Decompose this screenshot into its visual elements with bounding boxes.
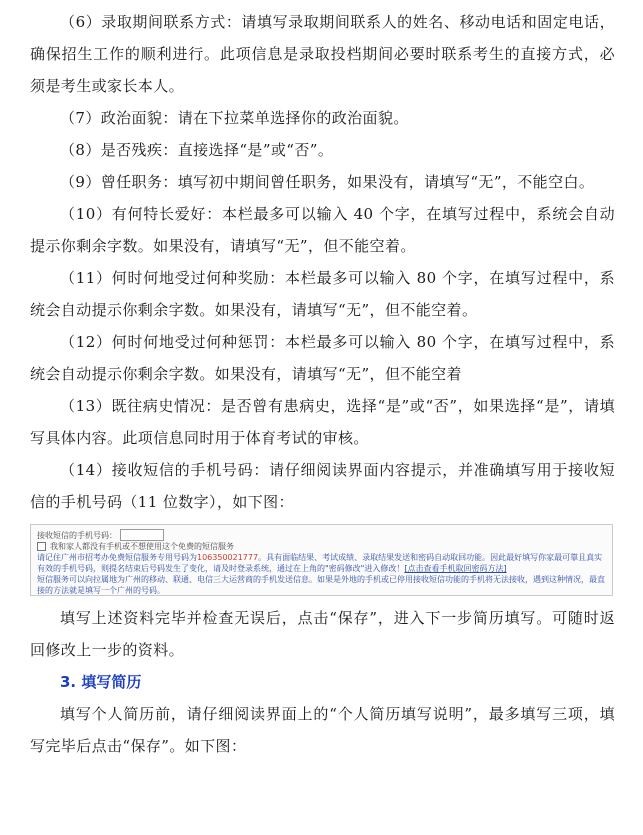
paragraph-medical-history: （13）既往病史情况：是否曾有患病史，选择“是”或“否”，如果选择“是”，请填写具体内容。此项信息同时用于体育考试的审核。: [30, 397, 615, 447]
sms-note-operators: 短信服务可以向拉属地为广州的移动、联通、电信三大运营商的手机发送信息。如果是外地的手机或已停用接收短信功能的手机将无法接收，遇到这种情况，最直接的方法就是填写一个广州的号码。: [37, 575, 605, 595]
paragraph-positions: （9）曾任职务：填写初中期间曾任职务，如果没有，请填写“无”，不能空白。: [60, 173, 595, 191]
paragraph-resume-instructions: 填写个人简历前，请仔细阅读界面上的“个人简历填写说明”，最多填写三项，填写完毕后点击“保存”。如下图：: [30, 705, 615, 755]
sms-note-rest: 。具有面临结果、考试成绩、录取结果发送和密码自动取回功能。因此最好填写你家最可靠且真实有效的手机号码，则提名结束后号码发生了变化，请及时登录系统，通过在上角的"密码修改"进入修改！: [37, 553, 603, 573]
section-title-resume: 3. 填写简历: [60, 673, 142, 691]
sms-phone-field-row: [37, 529, 606, 541]
sms-phone-input[interactable]: [120, 529, 164, 541]
paragraph-sms-phone: （14）接收短信的手机号码：请仔细阅读界面内容提示，并准确填写用于接收短信的手机号码（11 位数字），如下图：: [30, 461, 615, 511]
paragraph-hobbies: （10）有何特长爱好：本栏最多可以输入 40 个字，在填写过程中，系统会自动提示你剩余字数。如果没有，请填写“无”，但不能空着。: [30, 205, 615, 255]
sms-password-recovery-link[interactable]: [点击查看手机取回密码方法]: [404, 564, 507, 573]
paragraph-disability: （8）是否残疾：直接选择“是”或“否”。: [60, 141, 334, 159]
paragraph-contact: （6）录取期间联系方式：请填写录取期间联系人的姓名、移动电话和固定电话，确保招生工作的顺利进行。此项信息是录取投档期间必要时联系考生的直接方式，必须是考生或家长本人。: [30, 13, 615, 95]
paragraph-punishments: （12）何时何地受过何种惩罚：本栏最多可以输入 80 个字，在填写过程中，系统会自动提示你剩余字数。如果没有，请填写“无”，但不能空着: [30, 333, 615, 383]
paragraph-political: （7）政治面貌：请在下拉菜单选择你的政治面貌。: [60, 109, 409, 127]
sms-service-number: 106350021777: [197, 553, 259, 562]
sms-optout-label: 我和家人都没有手机或不想使用这个免费的短信服务: [50, 542, 234, 551]
paragraph-save-step: 填写上述资料完毕并检查无误后，点击“保存”，进入下一步简历填写。可随时返回修改上一步的资料。: [30, 609, 615, 659]
sms-optout-row: [37, 541, 606, 552]
sms-phone-screenshot: [30, 524, 613, 596]
paragraph-awards: （11）何时何地受过何种奖励：本栏最多可以输入 80 个字，在填写过程中，系统会自动提示你剩余字数。如果没有，请填写“无”，但不能空着。: [30, 269, 615, 319]
sms-note-prefix: 请记住广州市招考办免费短信服务专用号码为: [37, 553, 197, 562]
sms-note: [37, 552, 606, 574]
sms-optout-checkbox[interactable]: [37, 542, 46, 551]
sms-phone-field-label: 接收短信的手机号码：: [37, 530, 117, 540]
